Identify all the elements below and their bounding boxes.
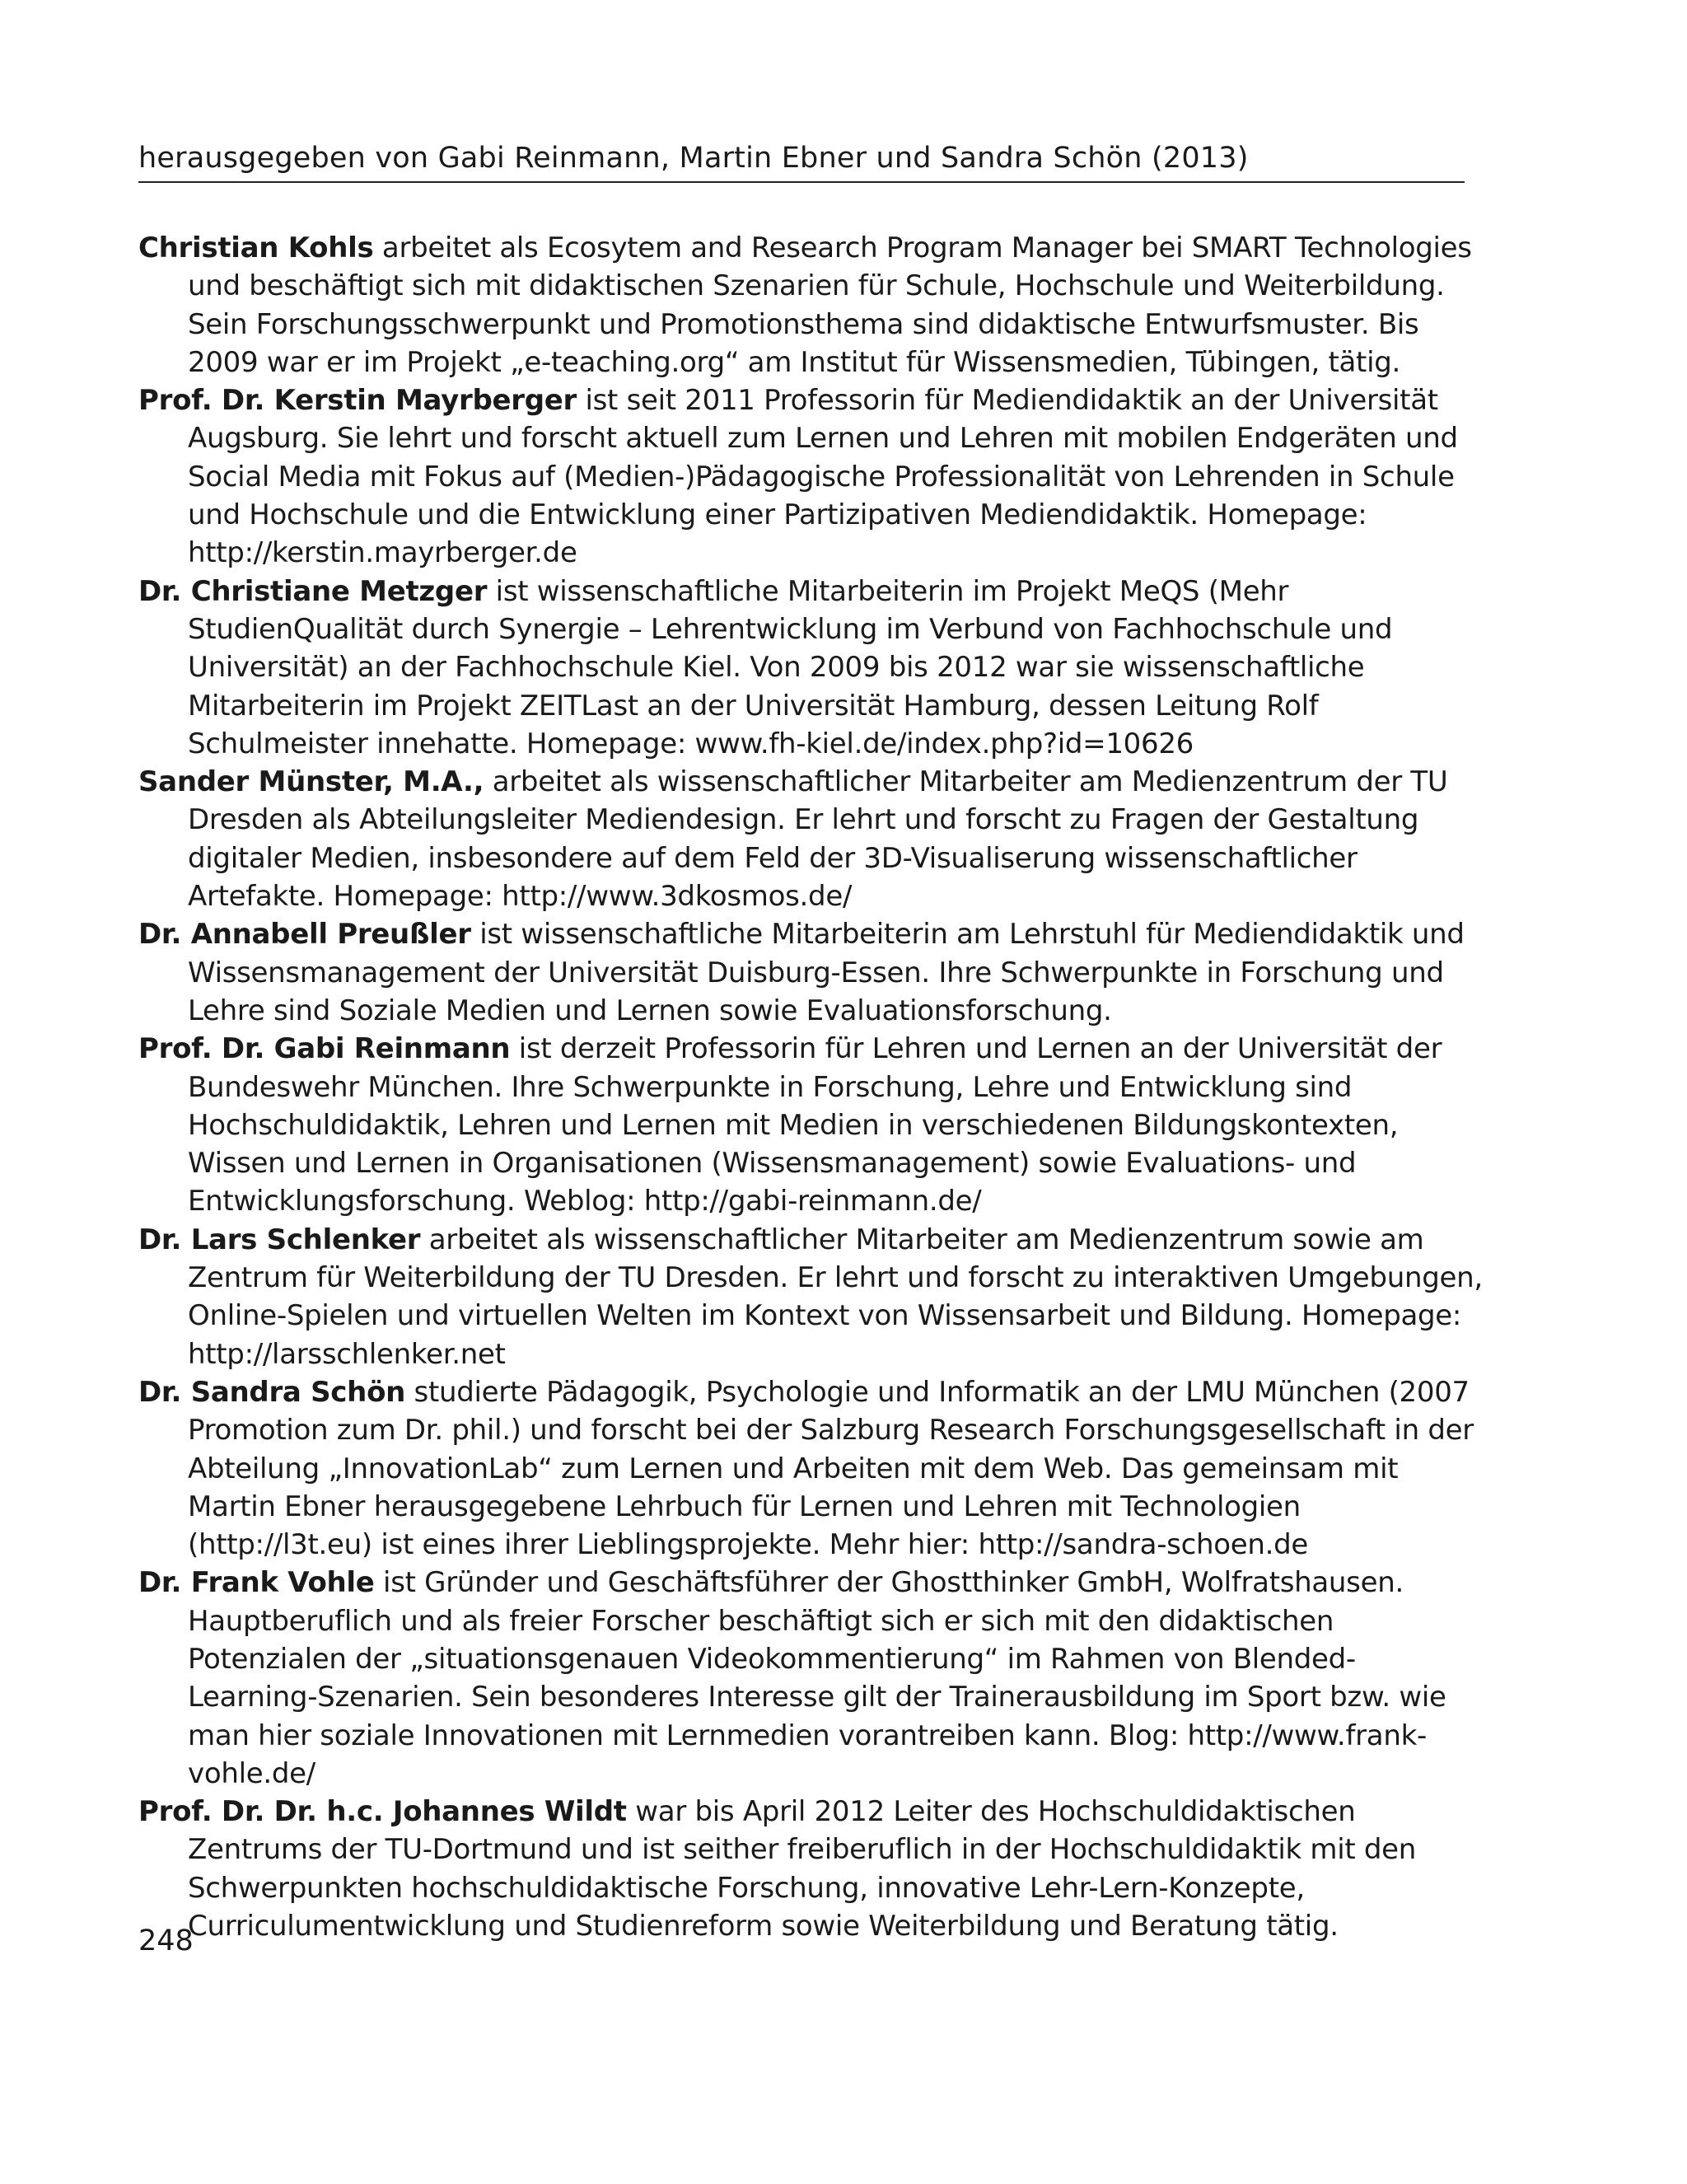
running-header: herausgegeben von Gabi Reinmann, Martin Ebner und Sandra Schön (2013) — [138, 140, 1465, 183]
bio-text: arbeitet als Ecosytem and Research Program Manager bei SMART Technologies und beschäftigt sich mit didaktischen Szenarien für Schule, Hochschule und Weiterbildung. Sein Forschungsschwerpunkt und Promotionsthema sind didaktische Entwurfsmuster. Bis 2009 war er im Projekt „e-teaching.org“ am Institut für Wissensmedien, Tübingen, tätig. — [188, 231, 1472, 379]
bio-text: war bis April 2012 Leiter des Hochschuldidaktischen Zentrums der TU-Dortmund und ist seither freiberuflich in der Hochschuldidaktik mit den Schwerpunkten hochschuldidaktische Forschung, innovative Lehr-Lern-Konzepte, Curriculumentwicklung und Studienreform sowie Weiterbildung und Beratung tätig. — [188, 1795, 1417, 1943]
bio-text: ist Gründer und Geschäftsführer der Ghostthinker GmbH, Wolfratshausen. Hauptberuflich und als freier Forscher beschäftigt sich er sich mit den didaktischen Potenzialen der „situationsgenauen Videokommentierung“ im Rahmen von Blended-Learning-Szenarien. Sein besonderes Interesse gilt der Trainerausbildung im Sport bzw. wie man hier soziale Innovationen mit Lernmedien vorantreiben kann. Blog: http://www.frank-vohle.de/ — [188, 1566, 1446, 1790]
bio-text: ist seit 2011 Professorin für Mediendidaktik an der Universität Augsburg. Sie lehrt und forscht aktuell zum Lernen und Lehren mit mobilen Endgeräten und Social Media mit Fokus auf (Medien-)Pädagogische Professionalität von Lehrenden in Schule und Hochschule und die Entwicklung einer Partizipativen Mediendidaktik. Homepage: http://kerstin.mayrberger.de — [188, 384, 1458, 570]
bio-text: arbeitet als wissenschaftlicher Mitarbeiter am Medienzentrum der TU Dresden als Abteilungsleiter Mediendesign. Er lehrt und forscht zu Fragen der Gestaltung digitaler Medien, insbesondere auf dem Feld der 3D-Visualiserung wissenschaftlicher Artefakte. Homepage: http://www.3dkosmos.de/ — [188, 765, 1448, 914]
bio-entry-wildt — [138, 1793, 1483, 1945]
bio-entry-preussler — [138, 915, 1483, 1030]
bio-name: Dr. Frank Vohle — [138, 1566, 375, 1600]
bio-text: studierte Pädagogik, Psychologie und Informatik an der LMU München (2007 Promotion zum Dr. phil.) und forscht bei der Salzburg Research Forschungsgesellschaft in der Abteilung „InnovationLab“ zum Lernen und Arbeiten mit dem Web. Das gemeinsam mit Martin Ebner herausgegebene Lehrbuch für Lernen und Lehren mit Technologien (http://l3t.eu) ist eines ihrer Lieblingsprojekte. Mehr hier: http://sandra-schoen.de — [188, 1375, 1474, 1562]
author-bio-list — [138, 229, 1483, 1945]
bio-name: Christian Kohls — [138, 231, 374, 264]
bio-name: Dr. Annabell Preußler — [138, 918, 471, 952]
bio-name: Dr. Lars Schlenker — [138, 1223, 421, 1256]
bio-name: Prof. Dr. Kerstin Mayrberger — [138, 384, 577, 418]
bio-entry-schoen — [138, 1373, 1483, 1564]
bio-entry-schlenker — [138, 1221, 1483, 1373]
bio-name: Prof. Dr. Gabi Reinmann — [138, 1032, 511, 1066]
bio-entry-reinmann — [138, 1030, 1483, 1220]
page-number: 248 — [138, 1924, 194, 1957]
bio-name: Dr. Christiane Metzger — [138, 574, 488, 608]
bio-entry-metzger — [138, 573, 1483, 763]
bio-text: arbeitet als wissenschaftlicher Mitarbeiter am Medienzentrum sowie am Zentrum für Weiterbildung der TU Dresden. Er lehrt und forscht zu interaktiven Umgebungen, Online-Spielen und virtuellen Welten im Kontext von Wissensarbeit und Bildung. Homepage: http://larsschlenker.net — [188, 1223, 1483, 1371]
bio-entry-muenster — [138, 763, 1483, 915]
bio-name: Prof. Dr. Dr. h.c. Johannes Wildt — [138, 1795, 627, 1829]
bio-text: ist wissenschaftliche Mitarbeiterin am Lehrstuhl für Mediendidaktik und Wissensmanagement der Universität Duisburg-Essen. Ihre Schwerpunkte in Forschung und Lehre sind Soziale Medien und Lernen sowie Evaluationsforschung. — [188, 918, 1465, 1027]
bio-entry-vohle — [138, 1564, 1483, 1793]
bio-name: Sander Münster, M.A., — [138, 765, 484, 799]
bio-name: Dr. Sandra Schön — [138, 1375, 406, 1409]
bio-text: ist wissenschaftliche Mitarbeiterin im Projekt MeQS (Mehr StudienQualität durch Synergie – Lehrentwicklung im Verbund von Fachhochschule und Universität) an der Fachhochschule Kiel. Von 2009 bis 2012 war sie wissenschaftliche Mitarbeiterin im Projekt ZEITLast an der Universität Hamburg, dessen Leitung Rolf Schulmeister innehatte. Homepage: www.fh-kiel.de/index.php?id=10626 — [188, 574, 1393, 760]
bio-entry-kohls — [138, 229, 1483, 381]
bio-text: ist derzeit Professorin für Lehren und Lernen an der Universität der Bundeswehr München. Ihre Schwerpunkte in Forschung, Lehre und Entwicklung sind Hochschuldidaktik, Lehren und Lernen mit Medien in verschiedenen Bildungskontexten, Wissen und Lernen in Organisationen (Wissensmanagement) sowie Evaluations- und Entwicklungsforschung. Weblog: http://gabi-reinmann.de/ — [188, 1032, 1442, 1218]
bio-entry-mayrberger — [138, 381, 1483, 572]
